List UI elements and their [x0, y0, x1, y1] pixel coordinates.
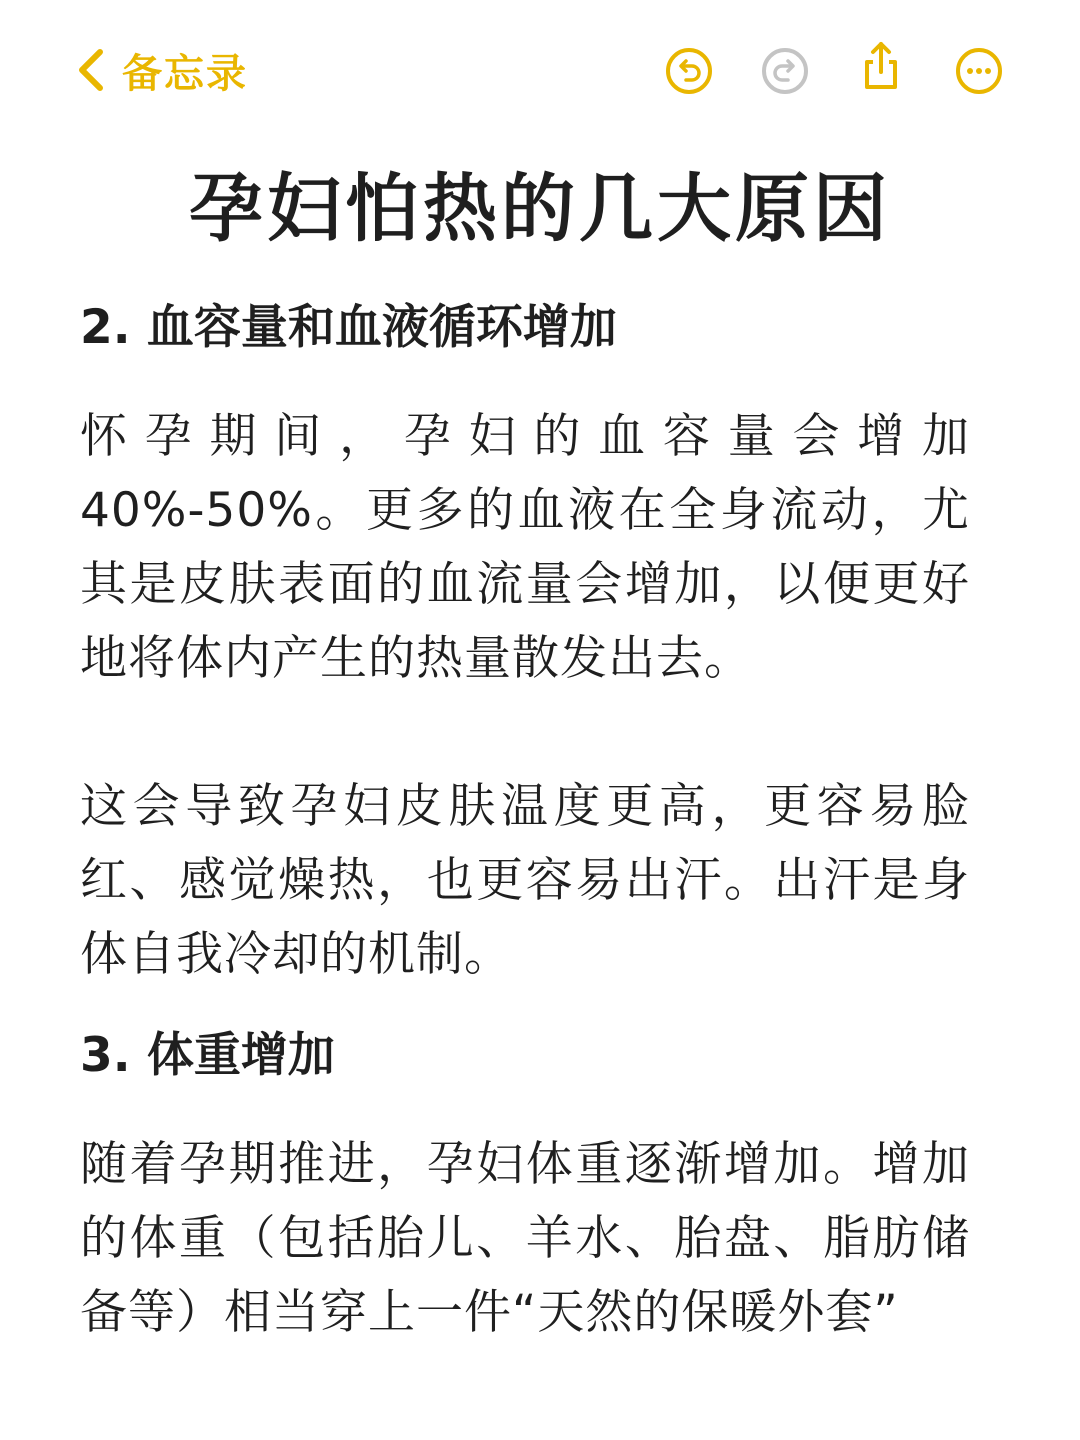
section-heading: 2. 血容量和血液循环增加: [80, 300, 617, 355]
note-body[interactable]: [80, 288, 970, 1350]
paragraph: 这会导致孕妇皮肤温度更高，更容易脸红、感觉燥热，也更容易出汗。出汗是身体自我冷却的机制。: [80, 779, 970, 982]
back-label: 备忘录: [122, 50, 248, 97]
back-button[interactable]: [74, 44, 248, 96]
note-title: 孕妇怕热的几大原因: [189, 166, 891, 252]
paragraph: 随着孕期推进，孕妇体重逐渐增加。增加的体重（包括胎儿、羊水、胎盘、脂肪储备等）相当穿上一件“天然的保暖外套”: [80, 1137, 970, 1340]
chevron-left-icon: [74, 48, 108, 92]
section-heading: 3. 体重增加: [80, 1028, 335, 1083]
share-icon[interactable]: [856, 40, 906, 90]
paragraph: 怀孕期间，孕妇的血容量会增加40%-50%。更多的血液在全身流动，尤其是皮肤表面的血流量会增加，以便更好地将体内产生的热量散发出去。: [80, 409, 970, 686]
navigation-bar: [0, 0, 1080, 140]
undo-icon[interactable]: [664, 46, 714, 96]
more-icon[interactable]: [954, 46, 1004, 96]
redo-icon[interactable]: [760, 46, 810, 96]
